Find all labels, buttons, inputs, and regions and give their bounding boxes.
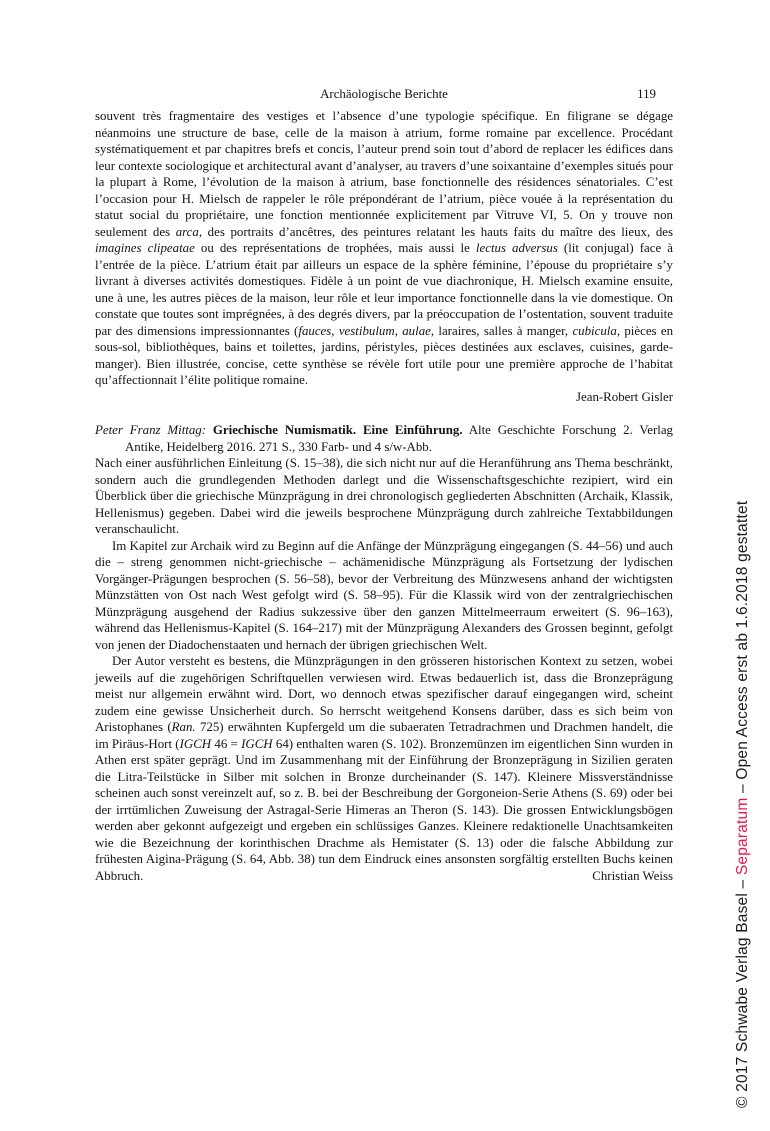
review-gisler [95, 108, 673, 405]
running-head [95, 86, 673, 103]
review-gisler-body: souvent très fragmentaire des vestiges et l’absence d’une typologie spécifique. En filigrane se dégage néanmoins une structure de base, celle de la maison à atrium, forme romaine par excellence. Procédant systématiquement et par chapitres brefs et concis, l’auteur prend soin tout d’abord de replacer les édifices dans leur contexte sociologique et architectural avant d’analyser, au travers d’une soixantaine d’exemples situés pour la plupart à Rome, l’évolution de la maison à atrium, base fonctionnelle des résidences sénatoriales. C’est l’occasion pour H. Mielsch de rappeler le rôle prépondérant de l’atrium, pièce vouée à la représentation du statut social du propriétaire, une fonction mentionnée explicitement par Vitruve VI, 5. On y trouve non seulement des arca, des portraits d’ancêtres, des peintures relatant les hauts faits du maître des lieux, des imagines clipeatae ou des représentations de trophées, mais aussi le lectus adversus (lit conjugal) face à l’entrée de la pièce. L’atrium était par ailleurs un espace de la sphère féminine, l’épouse du propriétaire s’y livrant à diverses activités domestiques. Fidèle à un point de vue diachronique, H. Mielsch examine ensuite, une à une, les autres pièces de la maison, leur rôle et leur importance fonctionnelle dans la vie domestique. On constate que toutes sont imprégnées, à des degrés divers, par la préoccupation de l’ostentation, souvent traduite par des dimensions impressionnantes (fauces, vestibulum, aulae, laraires, salles à manger, cubicula, pièces en sous-sol, bibliothèques, bains et toilettes, jardins, péristyles, pièces destinées aux esclaves, cuisines, garde-manger). Bien illustrée, concise, cette synthèse se révèle fort utile pour une première approche de l’habitat qu’affectionnait l’élite politique romaine. [95, 109, 674, 387]
review-weiss-paragraph-2: Im Kapitel zur Archaik wird zu Beginn auf die Anfänge der Münzprägung eingegangen (S. 44–56) und auch die – streng genommen nicht-griechische – achämenidische Münzprägung als Fortsetzung der lydischen Vorgänger-Prägungen besprochen (S. 56–58), bevor der Verbreitung des Münzwesens anhand der wichtigsten Münzstätten von Ost nach West gefolgt wird (S. 58–95). Für die Klassik wird von der zentralgriechischen Münzprägung ausgehend der Radius sukzessive über den ganzen Mittelmeerraum erweitert (S. 96–163), während das Hellenismus-Kapitel (S. 164–217) mit der Münzprägung Alexanders des Grossen beginnt, gefolgt von jenen der Diadochenstaaten und hernach der übrigen griechischen Welt. [95, 538, 673, 652]
copyright-suffix: – Open Access erst ab 1.6.2018 gestattet [734, 500, 751, 798]
copyright-prefix: © 2017 Schwabe Verlag Basel – [734, 875, 751, 1108]
review-weiss [95, 422, 673, 884]
review-weiss-paragraph-3 [95, 653, 673, 884]
journal-title: Archäologische Berichte [320, 87, 448, 101]
text-column [95, 86, 673, 884]
review-weiss-signature: Christian Weiss [592, 868, 673, 883]
page-number: 119 [637, 87, 656, 101]
separatum-label: Separatum [734, 797, 751, 876]
book-reference: Peter Franz Mittag: Griechische Numismatik. Eine Einführung. Alte Geschichte Forschung 2. Verlag Antike, Heidelberg 2016. 271 S., 330 Farb- und 4 s/w-Abb. [95, 423, 673, 454]
copyright-sidebar [735, 501, 752, 1108]
review-weiss-paragraph-1: Nach einer ausführlichen Einleitung (S. 15–38), die sich nicht nur auf die Heranführung ans Thema beschränkt, sondern auch die grundlegenden Methoden darlegt und die Wissenschaftsgeschichte rezipiert, wird ein Überblick über die griechische Münzprägung in drei chronologisch gegliederten Abschnitten (Archaik, Klassik, Hellenismus) gegeben. Dabei wird die jeweils besprochene Münzprägung durch zahlreiche Textabbildungen veranschaulicht. [95, 456, 673, 536]
review-gisler-signature: Jean-Robert Gisler [575, 389, 673, 404]
review-weiss-paragraph-3-text: Der Autor versteht es bestens, die Münzprägungen in den grösseren historischen Kontext zu setzen, wobei jeweils auf die zugehörigen Schriftquellen verwiesen wird. Etwas bedauerlich ist, dass die Bronzeprägung meist nur allgemein erwähnt wird. Dort, wo dennoch etwas spezifischer darauf eingegangen wird, scheint zudem eine gewisse Unsicherheit durch. So herrscht weitgehend Konsens darüber, dass es sich beim von Aristophanes (Ran. 725) erwähnten Kupfergeld um die subaeraten Tetradrachmen und Drachmen handelt, die im Piräus-Hort (IGCH 46 = IGCH 64) enthalten waren (S. 102). Bronzemünzen im eigentlichen Sinn wurden in Athen erst später geprägt. Und im Zusammenhang mit der Einführung der Bronzeprägung in Sizilien geraten die Litra-Teilstücke in Silber mit solchen in Bronze durcheinander (S. 147). Kleinere Missverständnisse scheinen auch sonst vereinzelt auf, so z. B. bei der Beschreibung der Gorgoneion-Serie Athens (S. 69) oder bei der irrtümlichen Zuweisung der Astragal-Serie Himeras an Theron (S. 143). Die grossen Entwicklungsbögen werden aber gekonnt aufgezeigt und ergeben ein schlüssiges Ganzes. Kleinere redaktionelle Unachtsamkeiten wie die Bezeichnung der korinthischen Drachme als Hemistater (S. 13) oder die falsche Abbildung zur frühesten Aigina-Prägung (S. 64, Abb. 38) tun dem Eindruck eines ansonsten sorgfältig erstellten Buchs keinen Abbruch. [95, 654, 673, 883]
